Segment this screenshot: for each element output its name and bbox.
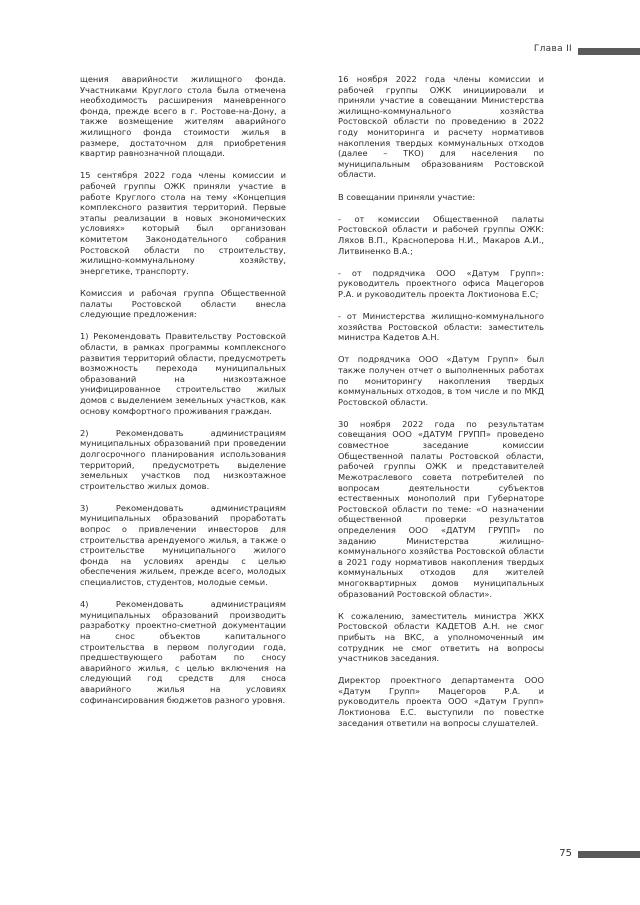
paragraph: - от подрядчика ООО «Датум Групп»: руководитель проектного офиса Мацегоров Р.А. и руководитель проекта Локтионова Е.С;: [338, 267, 544, 299]
paragraph: 15 сентября 2022 года члены комиссии и рабочей группы ОЖК приняли участие в работе Круглого стола на тему «Концепция комплексного развития территорий. Первые этапы реализации в новых экономических условиях» который был организован комитетом Законодательного собрания Ростовской области по строительству, жилищно-коммунальному хозяйству, энергетике, транспорту.: [80, 170, 286, 276]
paragraph: 16 ноября 2022 года члены комиссии и рабочей группы ОЖК инициировали и приняли участие в совещании Министерства жилищно-коммунального хозяйства Ростовской области по проведению в 2022 году мониторинга и расчету нормативов накопления твердых коммунальных отходов (далее – ТКО) для населения по муниципальным образованиям Ростовской области.: [338, 74, 544, 180]
paragraph: 4) Рекомендовать администрациям муниципальных образований производить разработку проектно-сметной документации на снос объектов капитального строительства в первом полугодии года, предшествующего работам по сносу аварийного жилья, с целью включения на следующий год средств для сноса аварийного жилья на условиях софинансирования бюджетов разного уровня.: [80, 599, 286, 705]
header-decorative-bar: [578, 48, 640, 55]
right-column: [338, 74, 544, 740]
paragraph: От подрядчика ООО «Датум Групп» был также получен отчет о выполненных работах по мониторингу накопления твердых коммунальных отходов, в том числе и по МКД Ростовской области.: [338, 354, 544, 407]
left-column: [80, 74, 286, 717]
paragraph: 2) Рекомендовать администрациям муниципальных образований при проведении долгосрочного планирования использования территорий, предусмотреть выделение земельных участков под низкоэтажное строительство жилых домов.: [80, 427, 286, 491]
paragraph: Комиссия и рабочая группа Общественной палаты Ростовской области внесла следующие предложения:: [80, 287, 286, 320]
footer-decorative-bar: [578, 851, 640, 858]
paragraph: К сожалению, заместитель министра ЖКХ Ростовской области КАДЕТОВ А.Н. не смог прибыть на ВКС, а уполномоченный им сотрудник не смог ответить на вопросы участников заседания.: [338, 610, 544, 664]
chapter-title: Глава II: [533, 44, 572, 54]
page-number: 75: [559, 848, 572, 859]
paragraph: В совещании приняли участие:: [338, 191, 476, 202]
paragraph: - от Министерства жилищно-коммунального хозяйства Ростовской области: заместитель министра Кадетов А.Н.: [338, 310, 544, 343]
paragraph: 3) Рекомендовать администрациям муниципальных образований проработать вопрос о привлечении инвесторов для строительства арендуемого жилья, а также о строительстве муниципального жилого фонда на условиях аренды с целью обеспечения жильем, прежде всего, молодых специалистов, студентов, молодые семьи.: [80, 502, 286, 588]
paragraph: Директор проектного департамента ООО «Датум Групп» Мацегоров Р.А. и руководитель проекта ООО «Датум Групп» Локтионова Е.С. выступили по повестке заседания ответили на вопросы слушателей.: [338, 675, 544, 728]
paragraph: щения аварийности жилищного фонда. Участниками Круглого стола была отмечена необходимость расширения маневренного фонда, прежде всего в г. Ростове-на-Дону, а также возмещение жителям аварийного жилищного фонда стоимости жилья в размере, достаточном для приобретения квартир равнозначной площади.: [80, 74, 286, 159]
paragraph: 1) Рекомендовать Правительству Ростовской области, в рамках программы комплексного развития территорий области, предусмотреть возможность перехода муниципальных образований на низкоэтажное унифицированное строительство жилых домов с выделением земельных участков, как основу комфортного проживания граждан.: [80, 331, 286, 416]
paragraph: 30 ноября 2022 года по результатам совещания ООО «ДАТУМ ГРУПП» проведено совместное заседание комиссии Общественной палаты Ростовской области, рабочей группы ОЖК и представителей Межотраслевого совета потребителей по вопросам деятельности субъектов естественных монополий при Губернаторе Ростовской области по теме: «О назначении общественной проверки результатов определения ООО «ДАТУМ ГРУПП» по заданию Министерства жилищно-коммунального хозяйства Ростовской области в 2021 году нормативов накопления твердых коммунальных отходов для жителей многоквартирных домов муниципальных образований Ростовской области».: [338, 418, 544, 599]
paragraph: - от комиссии Общественной палаты Ростовской области и рабочей группы ОЖК: Ляхов В.П., Краснопеpова Н.И., Макаров А.И., Литвиненко В.А.;: [338, 213, 544, 256]
